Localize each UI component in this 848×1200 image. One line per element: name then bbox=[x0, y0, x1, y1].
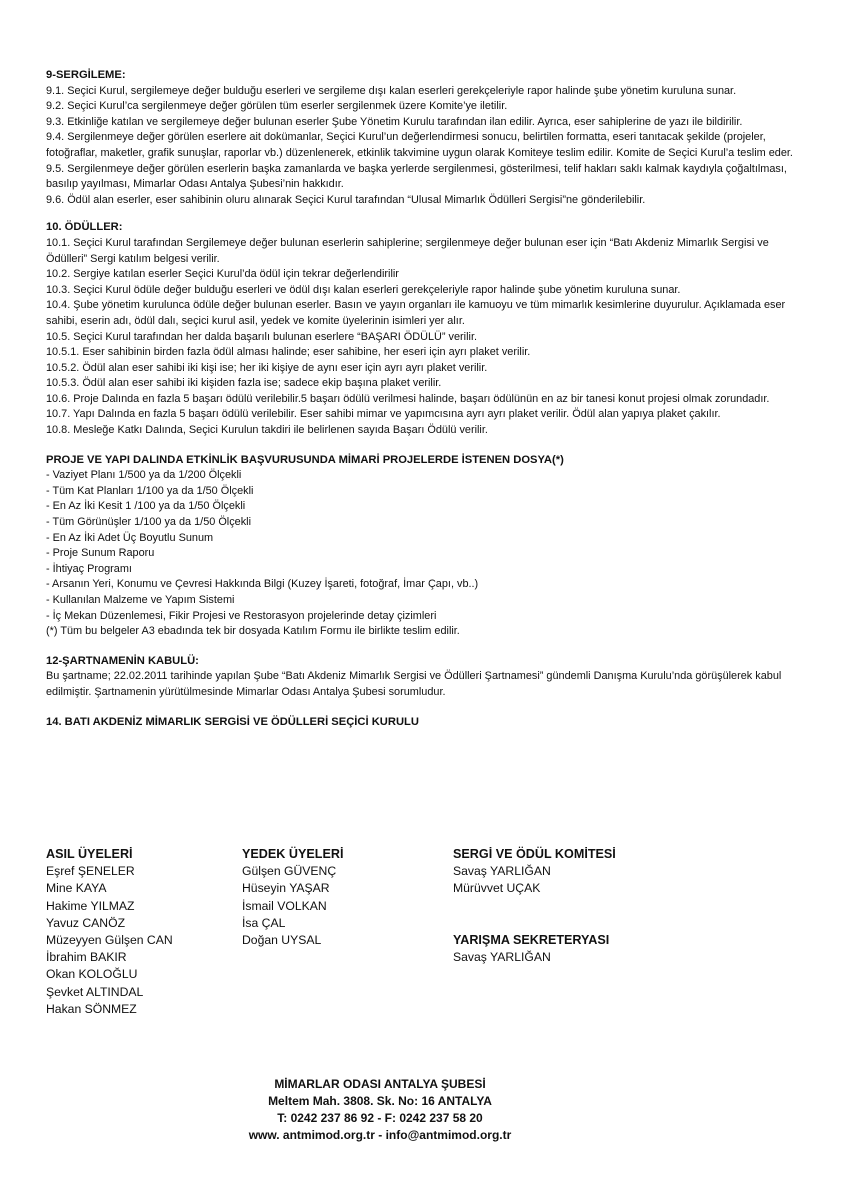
contact-footer bbox=[180, 1076, 580, 1144]
member-name: İbrahim BAKIR bbox=[46, 950, 127, 965]
member-name: Hakime YILMAZ bbox=[46, 898, 135, 913]
secretariat-list bbox=[453, 949, 753, 966]
member-name: Gülşen GÜVENÇ bbox=[242, 864, 337, 879]
item-9-5: 9.5. Sergilenmeye değer görülen eserlerin başka zamanlarda ve başka yerlerde sergilenmesi, gösterilmesi, telif hakları saklı kalmak kaydıyla çoğaltılması, basılıp yayılması, Mimarlar Odası Antalya Şubesi’nin hakkıdır. bbox=[46, 162, 787, 191]
member-name: Savaş YARLIĞAN bbox=[453, 864, 551, 879]
member-name: Hakan SÖNMEZ bbox=[46, 1001, 137, 1016]
member-name: Mine KAYA bbox=[46, 881, 107, 896]
asil-members-column bbox=[46, 846, 236, 1018]
item-10-5-2: 10.5.2. Ödül alan eser sahibi iki kişi ise; her iki kişiye de aynı eser için ayrı ayrı plaket verilir. bbox=[46, 361, 488, 374]
asil-members-list bbox=[46, 863, 236, 1018]
secretariat-title: YARIŞMA SEKRETERYASI bbox=[453, 932, 610, 947]
document-item: - Tüm Görünüşler 1/100 ya da 1/50 Ölçekli bbox=[46, 516, 252, 529]
footer-phone: T: 0242 237 86 92 - F: 0242 237 58 20 bbox=[277, 1111, 483, 1125]
document-item: - Arsanın Yeri, Konumu ve Çevresi Hakkında Bilgi (Kuzey İşareti, fotoğraf, İmar Çapı, vb..) bbox=[46, 578, 479, 591]
item-9-2: 9.2. Seçici Kurul’ca sergilenmeye değer görülen tüm eserler sergilenmek üzere Komite’ye iletilir. bbox=[46, 100, 508, 113]
footer-org: MİMARLAR ODASI ANTALYA ŞUBESİ bbox=[274, 1077, 486, 1091]
committee-column bbox=[453, 846, 753, 966]
member-name: Savaş YARLIĞAN bbox=[453, 949, 551, 964]
document-item: - En Az İki Kesit 1 /100 ya da 1/50 Ölçekli bbox=[46, 500, 246, 513]
committee-list bbox=[453, 863, 753, 897]
section-14-heading: 14. BATI AKDENİZ MİMARLIK SERGİSİ VE ÖDÜLLERİ SEÇİCİ KURULU bbox=[46, 715, 419, 728]
member-name: Mürüvvet UÇAK bbox=[453, 881, 541, 896]
documents-heading: PROJE VE YAPI DALINDA ETKİNLİK BAŞVURUSUNDA MİMARİ PROJELERDE İSTENEN DOSYA(*) bbox=[46, 453, 564, 466]
item-10-3: 10.3. Seçici Kurul ödüle değer bulduğu eserleri ve ödül dışı kalan eserleri gerekçeleriyle rapor halinde şube yönetim kuruluna sunar. bbox=[46, 283, 681, 296]
section-10-heading: 10. ÖDÜLLER: bbox=[46, 221, 123, 234]
yedek-members-column bbox=[242, 846, 442, 949]
item-9-6: 9.6. Ödül alan eserler, eser sahibinin oluru alınarak Seçici Kurul tarafından “Ulusal Mimarlık Ödülleri Sergisi”ne gönderilebilir. bbox=[46, 193, 646, 206]
documents-footnote: (*) Tüm bu belgeler A3 ebadında tek bir dosyada Katılım Formu ile birlikte teslim edilir. bbox=[46, 625, 460, 638]
item-10-7: 10.7. Yapı Dalında en fazla 5 başarı ödülü verilebilir. Eser sahibi mimar ve yapımcısına ayrı ayrı plaket verilir. Ödül alan yapıya plaket çakılır. bbox=[46, 408, 721, 421]
member-name: Hüseyin YAŞAR bbox=[242, 881, 330, 896]
committee-title: SERGİ VE ÖDÜL KOMİTESİ bbox=[453, 847, 616, 861]
document-item: - Kullanılan Malzeme ve Yapım Sistemi bbox=[46, 594, 235, 606]
item-9-3: 9.3. Etkinliğe katılan ve sergilemeye değer bulunan eserler Şube Yönetim Kurulu tarafından ilan edilir. Ayrıca, eser sahiplerine de yazı ile bildirilir. bbox=[46, 115, 743, 128]
item-10-5: 10.5. Seçici Kurul tarafından her dalda başarılı bulunan eserlere “BAŞARI ÖDÜLÜ” verilir. bbox=[46, 330, 477, 343]
section-9-heading: 9-SERGİLEME: bbox=[46, 69, 126, 81]
item-10-5-1: 10.5.1. Eser sahibinin birden fazla ödül alması halinde; eser sahibine, her eseri için ayrı plaket verilir. bbox=[46, 346, 531, 359]
item-10-2: 10.2. Sergiye katılan eserler Seçici Kurul’da ödül için tekrar değerlendirilir bbox=[46, 268, 399, 281]
item-10-8: 10.8. Mesleğe Katkı Dalında, Seçici Kurulun takdiri ile belirlenen sayıda Başarı Ödülü verilir. bbox=[46, 424, 488, 437]
yedek-members-title: YEDEK ÜYELERİ bbox=[242, 847, 344, 861]
item-9-1: 9.1. Seçici Kurul, sergilemeye değer bulduğu eserleri ve sergileme dışı kalan eserleri gerekçeleriyle rapor halinde şube yönetim kuruluna sunar. bbox=[46, 84, 737, 97]
document-item: - En Az İki Adet Üç Boyutlu Sunum bbox=[46, 531, 214, 544]
asil-members-title: ASIL ÜYELERİ bbox=[46, 847, 133, 861]
document-item: - Proje Sunum Raporu bbox=[46, 547, 155, 560]
document-body bbox=[46, 68, 806, 730]
document-item: - Vaziyet Planı 1/500 ya da 1/200 Ölçekli bbox=[46, 469, 242, 482]
item-10-4: 10.4. Şube yönetim kurulunca ödüle değer bulunan eserler. Basın ve yayın organları ile kamuoyu ve tüm mimarlık kesimlerine duyurulur. Açıklamada eser sahibi, eserin adı, ödül dalı, seçici kurul asil, yedek ve komite üyelerinin isimleri yer alır. bbox=[46, 299, 786, 327]
member-name: Eşref ŞENELER bbox=[46, 864, 135, 879]
member-name: İsmail VOLKAN bbox=[242, 898, 327, 913]
member-name: Yavuz CANÖZ bbox=[46, 915, 126, 930]
yedek-members-list bbox=[242, 863, 442, 949]
member-name: Şevket ALTINDAL bbox=[46, 984, 144, 999]
document-item: - Tüm Kat Planları 1/100 ya da 1/50 Ölçekli bbox=[46, 484, 254, 497]
item-10-5-3: 10.5.3. Ödül alan eser sahibi iki kişiden fazla ise; sadece ekip başına plaket verilir. bbox=[46, 377, 442, 390]
item-10-1: 10.1. Seçici Kurul tarafından Sergilemeye değer bulunan eserlerin sahiplerine; sergilenmeye değer bulunan eser için “Batı Akdeniz Mimarlık Sergisi ve Ödülleri” Sergi katılım belgesi verilir. bbox=[46, 236, 769, 265]
member-name: İsa ÇAL bbox=[242, 915, 286, 930]
section-12-text: Bu şartname; 22.02.2011 tarihinde yapılan Şube “Batı Akdeniz Mimarlık Sergisi ve Ödülleri Şartnamesi” gündemli Danışma Kurulu’nda görüşülerek kabul edilmiştir. Şartnamenin yürütülmesinde Mimarlar Odası Antalya Şubesi sorumludur. bbox=[46, 670, 782, 698]
footer-address: Meltem Mah. 3808. Sk. No: 16 ANTALYA bbox=[268, 1094, 492, 1108]
member-name: Doğan UYSAL bbox=[242, 933, 322, 948]
document-item: - İç Mekan Düzenlemesi, Fikir Projesi ve Restorasyon projelerinde detay çizimleri bbox=[46, 609, 437, 622]
document-item: - İhtiyaç Programı bbox=[46, 562, 132, 575]
member-name: Okan KOLOĞLU bbox=[46, 967, 138, 982]
item-10-6: 10.6. Proje Dalında en fazla 5 başarı ödülü verilebilir.5 başarı ödülü verilmesi halinde, başarı ödülünün en az bir tanesi konut projesi olmak zorundadır. bbox=[46, 392, 770, 405]
item-9-4: 9.4. Sergilenmeye değer görülen eserlere ait dokümanlar, Seçici Kurul’un değerlendirmesi sonucu, belirtilen formatta, eseri tanıtacak şekilde (projeler, fotoğraflar, maketler, grafik sunuşlar, raporlar vb.) düzenlenerek, etkinlik takvimine uygun olarak Komiteye teslim edilir. Komite de Seçici Kurul’a teslim eder. bbox=[46, 131, 793, 159]
footer-web: www. antmimod.org.tr - info@antmimod.org.tr bbox=[248, 1128, 512, 1142]
member-name: Müzeyyen Gülşen CAN bbox=[46, 933, 173, 948]
jury-members bbox=[46, 846, 806, 1026]
section-12-heading: 12-ŞARTNAMENİN KABULÜ: bbox=[46, 654, 199, 667]
